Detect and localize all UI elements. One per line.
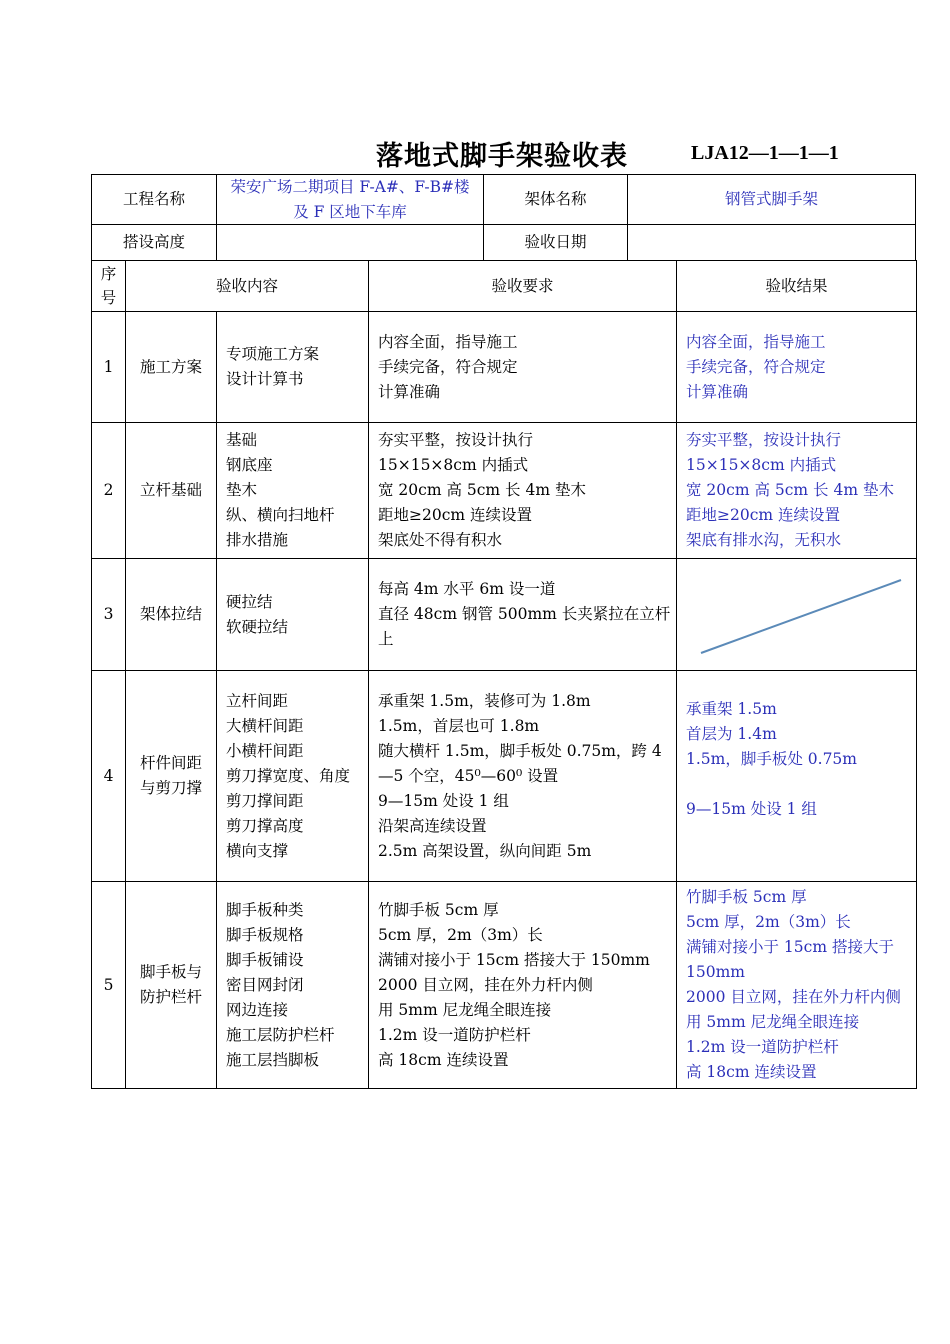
- strike-through-line: [677, 559, 916, 670]
- item-line: 立杆间距: [226, 691, 289, 710]
- row-seq: 5: [103, 975, 114, 994]
- project-name-line-2: 及 F 区地下车库: [293, 202, 407, 221]
- row-requirements: [369, 882, 676, 1088]
- requirement-line: 2.5m 高架设置，纵向间距 5m: [378, 841, 592, 860]
- result-line: 承重架 1.5m: [686, 700, 777, 718]
- item-line: 软硬拉结: [226, 617, 289, 636]
- result-line: 1.5m，脚手板处 0.75m: [686, 750, 857, 768]
- item-line: 排水措施: [226, 531, 289, 549]
- item-line: 钢底座: [226, 456, 273, 474]
- requirement-line: 1.5m，首层也可 1.8m: [378, 716, 540, 735]
- frame-name-value: 钢管式脚手架: [724, 190, 818, 208]
- row-category: [126, 423, 216, 558]
- project-name-line-1: 荣安广场二期项目 F-A#、F-B#楼: [230, 177, 470, 196]
- item-line: 脚手板规格: [226, 925, 304, 944]
- requirement-line: 承重架 1.5m，装修可为 1.8m: [378, 691, 591, 710]
- row-results: [677, 312, 916, 422]
- result-line: 150mm: [686, 963, 745, 981]
- item-line: 横向支撑: [226, 841, 289, 860]
- item-line: 剪刀撑间距: [226, 791, 304, 810]
- project-name-label: 工程名称: [122, 190, 185, 208]
- seq-header: [92, 261, 125, 311]
- page-title: 落地式脚手架验收表: [376, 141, 628, 172]
- requirement-line: 满铺对接小于 15cm 搭接大于 150mm: [378, 950, 650, 969]
- result-line: 竹脚手板 5cm 厚: [686, 888, 807, 906]
- requirement-line: 1.2m 设一道防护栏杆: [378, 1025, 531, 1044]
- result-line: 架底有排水沟，无积水: [686, 531, 842, 549]
- item-line: 大横杆间距: [226, 716, 304, 735]
- requirement-header: 验收要求: [491, 276, 554, 295]
- row-requirements: [369, 423, 676, 558]
- content-header: 验收内容: [215, 276, 278, 295]
- result-line: 5cm 厚，2m（3m）长: [686, 913, 851, 931]
- item-line: 脚手板铺设: [226, 950, 304, 969]
- frame-name-label: 架体名称: [524, 190, 587, 208]
- item-line: 纵、横向扫地杆: [226, 506, 335, 524]
- row-items: [217, 559, 368, 670]
- row-seq: 2: [103, 481, 114, 499]
- item-line: 网边连接: [226, 1000, 289, 1019]
- requirement-line: —5 个空，45⁰—60⁰ 设置: [378, 766, 559, 785]
- row-items: [217, 882, 368, 1088]
- result-line: 15×15×8cm 内插式: [686, 456, 837, 474]
- requirement-line: 距地≥20cm 连续设置: [378, 506, 533, 524]
- requirement-line: 用 5mm 尼龙绳全眼连接: [378, 1000, 552, 1019]
- requirement-line: 9—15m 处设 1 组: [378, 791, 509, 810]
- row-results-empty: [677, 559, 916, 670]
- requirement-line: 直径 48cm 钢管 500mm 长夹紧拉在立杆: [378, 605, 671, 623]
- item-line: 小横杆间距: [226, 741, 304, 760]
- seq-header-line-2: 号: [100, 289, 117, 307]
- row-category: [126, 671, 216, 881]
- result-line: 首层为 1.4m: [686, 725, 777, 743]
- row-requirements: [369, 559, 676, 670]
- row-items: [217, 312, 368, 422]
- result-line: 2000 目立网，挂在外力杆内侧: [686, 988, 901, 1006]
- form-code: LJA12—1—1—1: [691, 142, 839, 164]
- requirement-line: 每高 4m 水平 6m 设一道: [378, 580, 556, 598]
- requirement-line: 15×15×8cm 内插式: [378, 456, 529, 474]
- category-line: 杆件间距: [139, 754, 202, 772]
- item-line: 基础: [226, 431, 258, 449]
- acceptance-date-value: [628, 225, 915, 260]
- row-results: [677, 423, 916, 558]
- category-line: 与剪刀撑: [139, 779, 202, 797]
- row-items: [217, 671, 368, 881]
- result-line: 宽 20cm 高 5cm 长 4m 垫木: [686, 481, 894, 499]
- requirement-line: 宽 20cm 高 5cm 长 4m 垫木: [378, 481, 586, 499]
- row-requirements: [369, 312, 676, 422]
- category-line: 防护栏杆: [139, 988, 202, 1006]
- requirement-line: 高 18cm 连续设置: [378, 1050, 509, 1069]
- row-category: [126, 559, 216, 670]
- requirement-line: 沿架高连续设置: [378, 816, 487, 835]
- result-line: 手续完备，符合规定: [686, 357, 826, 376]
- requirement-line: 随大横杆 1.5m，脚手板处 0.75m，跨 4: [378, 741, 662, 760]
- result-line: 内容全面，指导施工: [686, 332, 826, 351]
- item-line: 施工层防护栏杆: [226, 1025, 335, 1044]
- result-line: 夯实平整，按设计执行: [686, 431, 842, 449]
- requirement-line: 夯实平整，按设计执行: [378, 431, 534, 449]
- row-results: [677, 671, 916, 881]
- requirement-line: 5cm 厚，2m（3m）长: [378, 925, 543, 944]
- category-line: 架体拉结: [139, 605, 202, 623]
- row-category: [126, 312, 216, 422]
- result-line: 距地≥20cm 连续设置: [686, 506, 841, 524]
- result-line: [686, 772, 916, 797]
- item-line: 专项施工方案: [226, 345, 320, 363]
- row-results: [677, 882, 916, 1088]
- row-requirements: [369, 671, 676, 881]
- seq-header-line-1: 序: [100, 265, 117, 283]
- acceptance-date-label: 验收日期: [524, 233, 587, 251]
- row-category: [126, 882, 216, 1088]
- result-line: 9—15m 处设 1 组: [686, 800, 817, 818]
- item-line: 密目网封闭: [226, 975, 304, 994]
- item-line: 施工层挡脚板: [226, 1050, 320, 1069]
- result-line: 计算准确: [686, 382, 749, 401]
- item-line: 设计计算书: [226, 370, 304, 388]
- requirement-line: 2000 目立网，挂在外力杆内侧: [378, 975, 593, 994]
- item-line: 脚手板种类: [226, 900, 304, 919]
- row-items: [217, 423, 368, 558]
- result-line: 满铺对接小于 15cm 搭接大于: [686, 938, 894, 956]
- category-line: 立杆基础: [139, 481, 202, 499]
- result-header: 验收结果: [765, 276, 828, 295]
- category-line: 脚手板与: [139, 963, 202, 981]
- project-name-value: [217, 175, 483, 224]
- item-line: 硬拉结: [226, 592, 273, 611]
- requirement-line: 手续完备，符合规定: [378, 357, 518, 376]
- category-line: 施工方案: [139, 357, 202, 376]
- requirement-line: 架底处不得有积水: [378, 531, 503, 549]
- requirement-line: 上: [378, 630, 394, 648]
- row-seq: 1: [103, 357, 114, 376]
- requirement-line: 计算准确: [378, 382, 441, 401]
- item-line: 剪刀撑宽度、角度: [226, 766, 351, 785]
- requirement-line: 竹脚手板 5cm 厚: [378, 900, 499, 919]
- requirement-line: 内容全面，指导施工: [378, 332, 518, 351]
- result-line: 1.2m 设一道防护栏杆: [686, 1038, 839, 1056]
- row-seq: 3: [103, 605, 114, 623]
- result-line: 用 5mm 尼龙绳全眼连接: [686, 1013, 860, 1031]
- erection-height-value: [217, 225, 483, 260]
- item-line: 剪刀撑高度: [226, 816, 304, 835]
- row-seq: 4: [103, 766, 114, 785]
- result-line: 高 18cm 连续设置: [686, 1063, 817, 1081]
- item-line: 垫木: [226, 481, 258, 499]
- erection-height-label: 搭设高度: [122, 233, 185, 251]
